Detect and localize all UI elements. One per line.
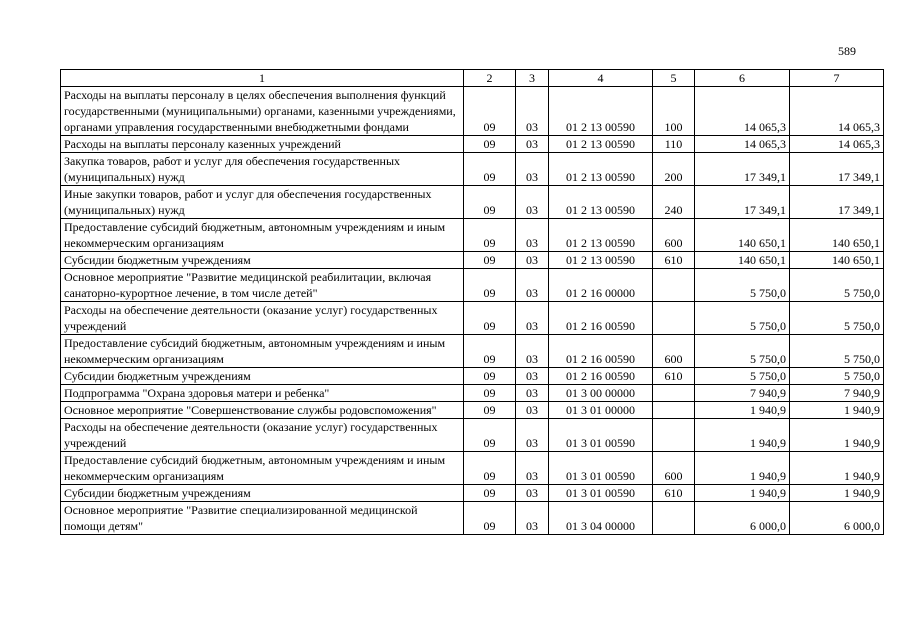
row-amount-2-cell: 140 650,1: [790, 219, 884, 252]
row-target-article-cell: 01 3 00 00000: [549, 385, 653, 402]
row-section-cell: 09: [464, 302, 516, 335]
row-amount-2-cell: 17 349,1: [790, 153, 884, 186]
row-expense-type-cell: [653, 402, 695, 419]
row-name-cell: Расходы на обеспечение деятельности (оказание услуг) государственных учреждений: [61, 419, 464, 452]
table-row: [61, 269, 884, 302]
table-row: [61, 419, 884, 452]
row-amount-2-cell: 1 940,9: [790, 485, 884, 502]
row-target-article-cell: 01 2 13 00590: [549, 186, 653, 219]
row-amount-1-cell: 140 650,1: [695, 252, 790, 269]
row-target-article-cell: 01 2 13 00590: [549, 87, 653, 136]
row-name-cell: Основное мероприятие "Совершенствование службы родовспоможения": [61, 402, 464, 419]
row-subsection-cell: 03: [516, 302, 549, 335]
row-subsection-cell: 03: [516, 252, 549, 269]
row-subsection-cell: 03: [516, 502, 549, 535]
row-name-cell: Предоставление субсидий бюджетным, автономным учреждениям и иным некоммерческим организациям: [61, 335, 464, 368]
row-amount-1-cell: 14 065,3: [695, 136, 790, 153]
row-amount-2-cell: 5 750,0: [790, 302, 884, 335]
row-section-cell: 09: [464, 136, 516, 153]
row-amount-2-cell: 6 000,0: [790, 502, 884, 535]
row-amount-2-cell: 1 940,9: [790, 452, 884, 485]
row-target-article-cell: 01 2 13 00590: [549, 252, 653, 269]
row-subsection-cell: 03: [516, 485, 549, 502]
row-section-cell: 09: [464, 452, 516, 485]
row-name-cell: Расходы на выплаты персоналу в целях обеспечения выполнения функций государственными (муниципальными) органами, казенными учреждениями, органами управления государственными внебюджетными фондами: [61, 87, 464, 136]
row-subsection-cell: 03: [516, 186, 549, 219]
row-subsection-cell: 03: [516, 219, 549, 252]
row-expense-type-cell: 600: [653, 452, 695, 485]
row-amount-2-cell: 14 065,3: [790, 136, 884, 153]
row-amount-1-cell: 5 750,0: [695, 269, 790, 302]
column-header: 5: [653, 70, 695, 87]
row-amount-2-cell: 5 750,0: [790, 368, 884, 385]
row-name-cell: Иные закупки товаров, работ и услуг для обеспечения государственных (муниципальных) нужд: [61, 186, 464, 219]
row-amount-2-cell: 7 940,9: [790, 385, 884, 402]
column-header: 1: [61, 70, 464, 87]
column-header: 7: [790, 70, 884, 87]
row-amount-1-cell: 5 750,0: [695, 335, 790, 368]
row-target-article-cell: 01 3 04 00000: [549, 502, 653, 535]
row-expense-type-cell: 600: [653, 219, 695, 252]
row-amount-1-cell: 5 750,0: [695, 302, 790, 335]
row-name-cell: Субсидии бюджетным учреждениям: [61, 485, 464, 502]
row-section-cell: 09: [464, 485, 516, 502]
row-expense-type-cell: [653, 269, 695, 302]
row-expense-type-cell: 240: [653, 186, 695, 219]
row-name-cell: Основное мероприятие "Развитие медицинской реабилитации, включая санаторно-курортное лечение, в том числе детей": [61, 269, 464, 302]
row-amount-2-cell: 1 940,9: [790, 402, 884, 419]
row-section-cell: 09: [464, 335, 516, 368]
row-target-article-cell: 01 2 13 00590: [549, 153, 653, 186]
row-target-article-cell: 01 2 16 00590: [549, 302, 653, 335]
row-subsection-cell: 03: [516, 452, 549, 485]
row-section-cell: 09: [464, 219, 516, 252]
row-expense-type-cell: [653, 502, 695, 535]
row-expense-type-cell: 200: [653, 153, 695, 186]
row-section-cell: 09: [464, 385, 516, 402]
row-amount-1-cell: 14 065,3: [695, 87, 790, 136]
row-section-cell: 09: [464, 186, 516, 219]
row-amount-2-cell: 17 349,1: [790, 186, 884, 219]
budget-table: [60, 69, 884, 535]
table-row: [61, 87, 884, 136]
row-target-article-cell: 01 2 13 00590: [549, 136, 653, 153]
row-section-cell: 09: [464, 269, 516, 302]
column-header: 4: [549, 70, 653, 87]
row-subsection-cell: 03: [516, 87, 549, 136]
row-target-article-cell: 01 3 01 00590: [549, 485, 653, 502]
table-row: [61, 219, 884, 252]
row-amount-2-cell: 5 750,0: [790, 269, 884, 302]
row-target-article-cell: 01 2 16 00000: [549, 269, 653, 302]
row-name-cell: Основное мероприятие "Развитие специализированной медицинской помощи детям": [61, 502, 464, 535]
row-subsection-cell: 03: [516, 269, 549, 302]
row-amount-1-cell: 17 349,1: [695, 153, 790, 186]
row-amount-1-cell: 1 940,9: [695, 402, 790, 419]
row-amount-1-cell: 1 940,9: [695, 419, 790, 452]
page-number: 589: [838, 44, 856, 58]
row-subsection-cell: 03: [516, 136, 549, 153]
table-row: [61, 485, 884, 502]
row-section-cell: 09: [464, 419, 516, 452]
row-amount-1-cell: 5 750,0: [695, 368, 790, 385]
row-amount-2-cell: 1 940,9: [790, 419, 884, 452]
row-section-cell: 09: [464, 252, 516, 269]
row-target-article-cell: 01 2 16 00590: [549, 335, 653, 368]
table-row: [61, 402, 884, 419]
row-name-cell: Предоставление субсидий бюджетным, автономным учреждениям и иным некоммерческим организациям: [61, 219, 464, 252]
row-amount-1-cell: 1 940,9: [695, 485, 790, 502]
row-name-cell: Предоставление субсидий бюджетным, автономным учреждениям и иным некоммерческим организациям: [61, 452, 464, 485]
row-section-cell: 09: [464, 402, 516, 419]
row-name-cell: Закупка товаров, работ и услуг для обеспечения государственных (муниципальных) нужд: [61, 153, 464, 186]
row-subsection-cell: 03: [516, 335, 549, 368]
table-row: [61, 385, 884, 402]
row-section-cell: 09: [464, 153, 516, 186]
table-row: [61, 368, 884, 385]
row-amount-2-cell: 14 065,3: [790, 87, 884, 136]
row-target-article-cell: 01 2 13 00590: [549, 219, 653, 252]
row-amount-2-cell: 140 650,1: [790, 252, 884, 269]
row-name-cell: Субсидии бюджетным учреждениям: [61, 252, 464, 269]
row-amount-1-cell: 6 000,0: [695, 502, 790, 535]
table-row: [61, 252, 884, 269]
column-header: 2: [464, 70, 516, 87]
table-row: [61, 136, 884, 153]
row-subsection-cell: 03: [516, 402, 549, 419]
row-name-cell: Подпрограмма "Охрана здоровья матери и ребенка": [61, 385, 464, 402]
row-expense-type-cell: 610: [653, 252, 695, 269]
row-subsection-cell: 03: [516, 385, 549, 402]
column-header: 3: [516, 70, 549, 87]
row-amount-1-cell: 140 650,1: [695, 219, 790, 252]
row-target-article-cell: 01 3 01 00590: [549, 419, 653, 452]
row-subsection-cell: 03: [516, 368, 549, 385]
row-expense-type-cell: 110: [653, 136, 695, 153]
row-target-article-cell: 01 3 01 00590: [549, 452, 653, 485]
row-amount-2-cell: 5 750,0: [790, 335, 884, 368]
row-section-cell: 09: [464, 368, 516, 385]
row-section-cell: 09: [464, 87, 516, 136]
row-name-cell: Расходы на выплаты персоналу казенных учреждений: [61, 136, 464, 153]
row-expense-type-cell: 600: [653, 335, 695, 368]
row-section-cell: 09: [464, 502, 516, 535]
row-expense-type-cell: 610: [653, 485, 695, 502]
row-subsection-cell: 03: [516, 419, 549, 452]
table-row: [61, 335, 884, 368]
table-row: [61, 302, 884, 335]
row-name-cell: Субсидии бюджетным учреждениям: [61, 368, 464, 385]
row-expense-type-cell: 610: [653, 368, 695, 385]
row-expense-type-cell: 100: [653, 87, 695, 136]
table-row: [61, 186, 884, 219]
row-expense-type-cell: [653, 385, 695, 402]
row-amount-1-cell: 7 940,9: [695, 385, 790, 402]
row-amount-1-cell: 1 940,9: [695, 452, 790, 485]
table-row: [61, 153, 884, 186]
row-target-article-cell: 01 3 01 00000: [549, 402, 653, 419]
row-name-cell: Расходы на обеспечение деятельности (оказание услуг) государственных учреждений: [61, 302, 464, 335]
row-expense-type-cell: [653, 302, 695, 335]
row-expense-type-cell: [653, 419, 695, 452]
table-row: [61, 502, 884, 535]
row-subsection-cell: 03: [516, 153, 549, 186]
table-row: [61, 452, 884, 485]
column-header: 6: [695, 70, 790, 87]
row-amount-1-cell: 17 349,1: [695, 186, 790, 219]
header-row: [61, 70, 884, 87]
row-target-article-cell: 01 2 16 00590: [549, 368, 653, 385]
